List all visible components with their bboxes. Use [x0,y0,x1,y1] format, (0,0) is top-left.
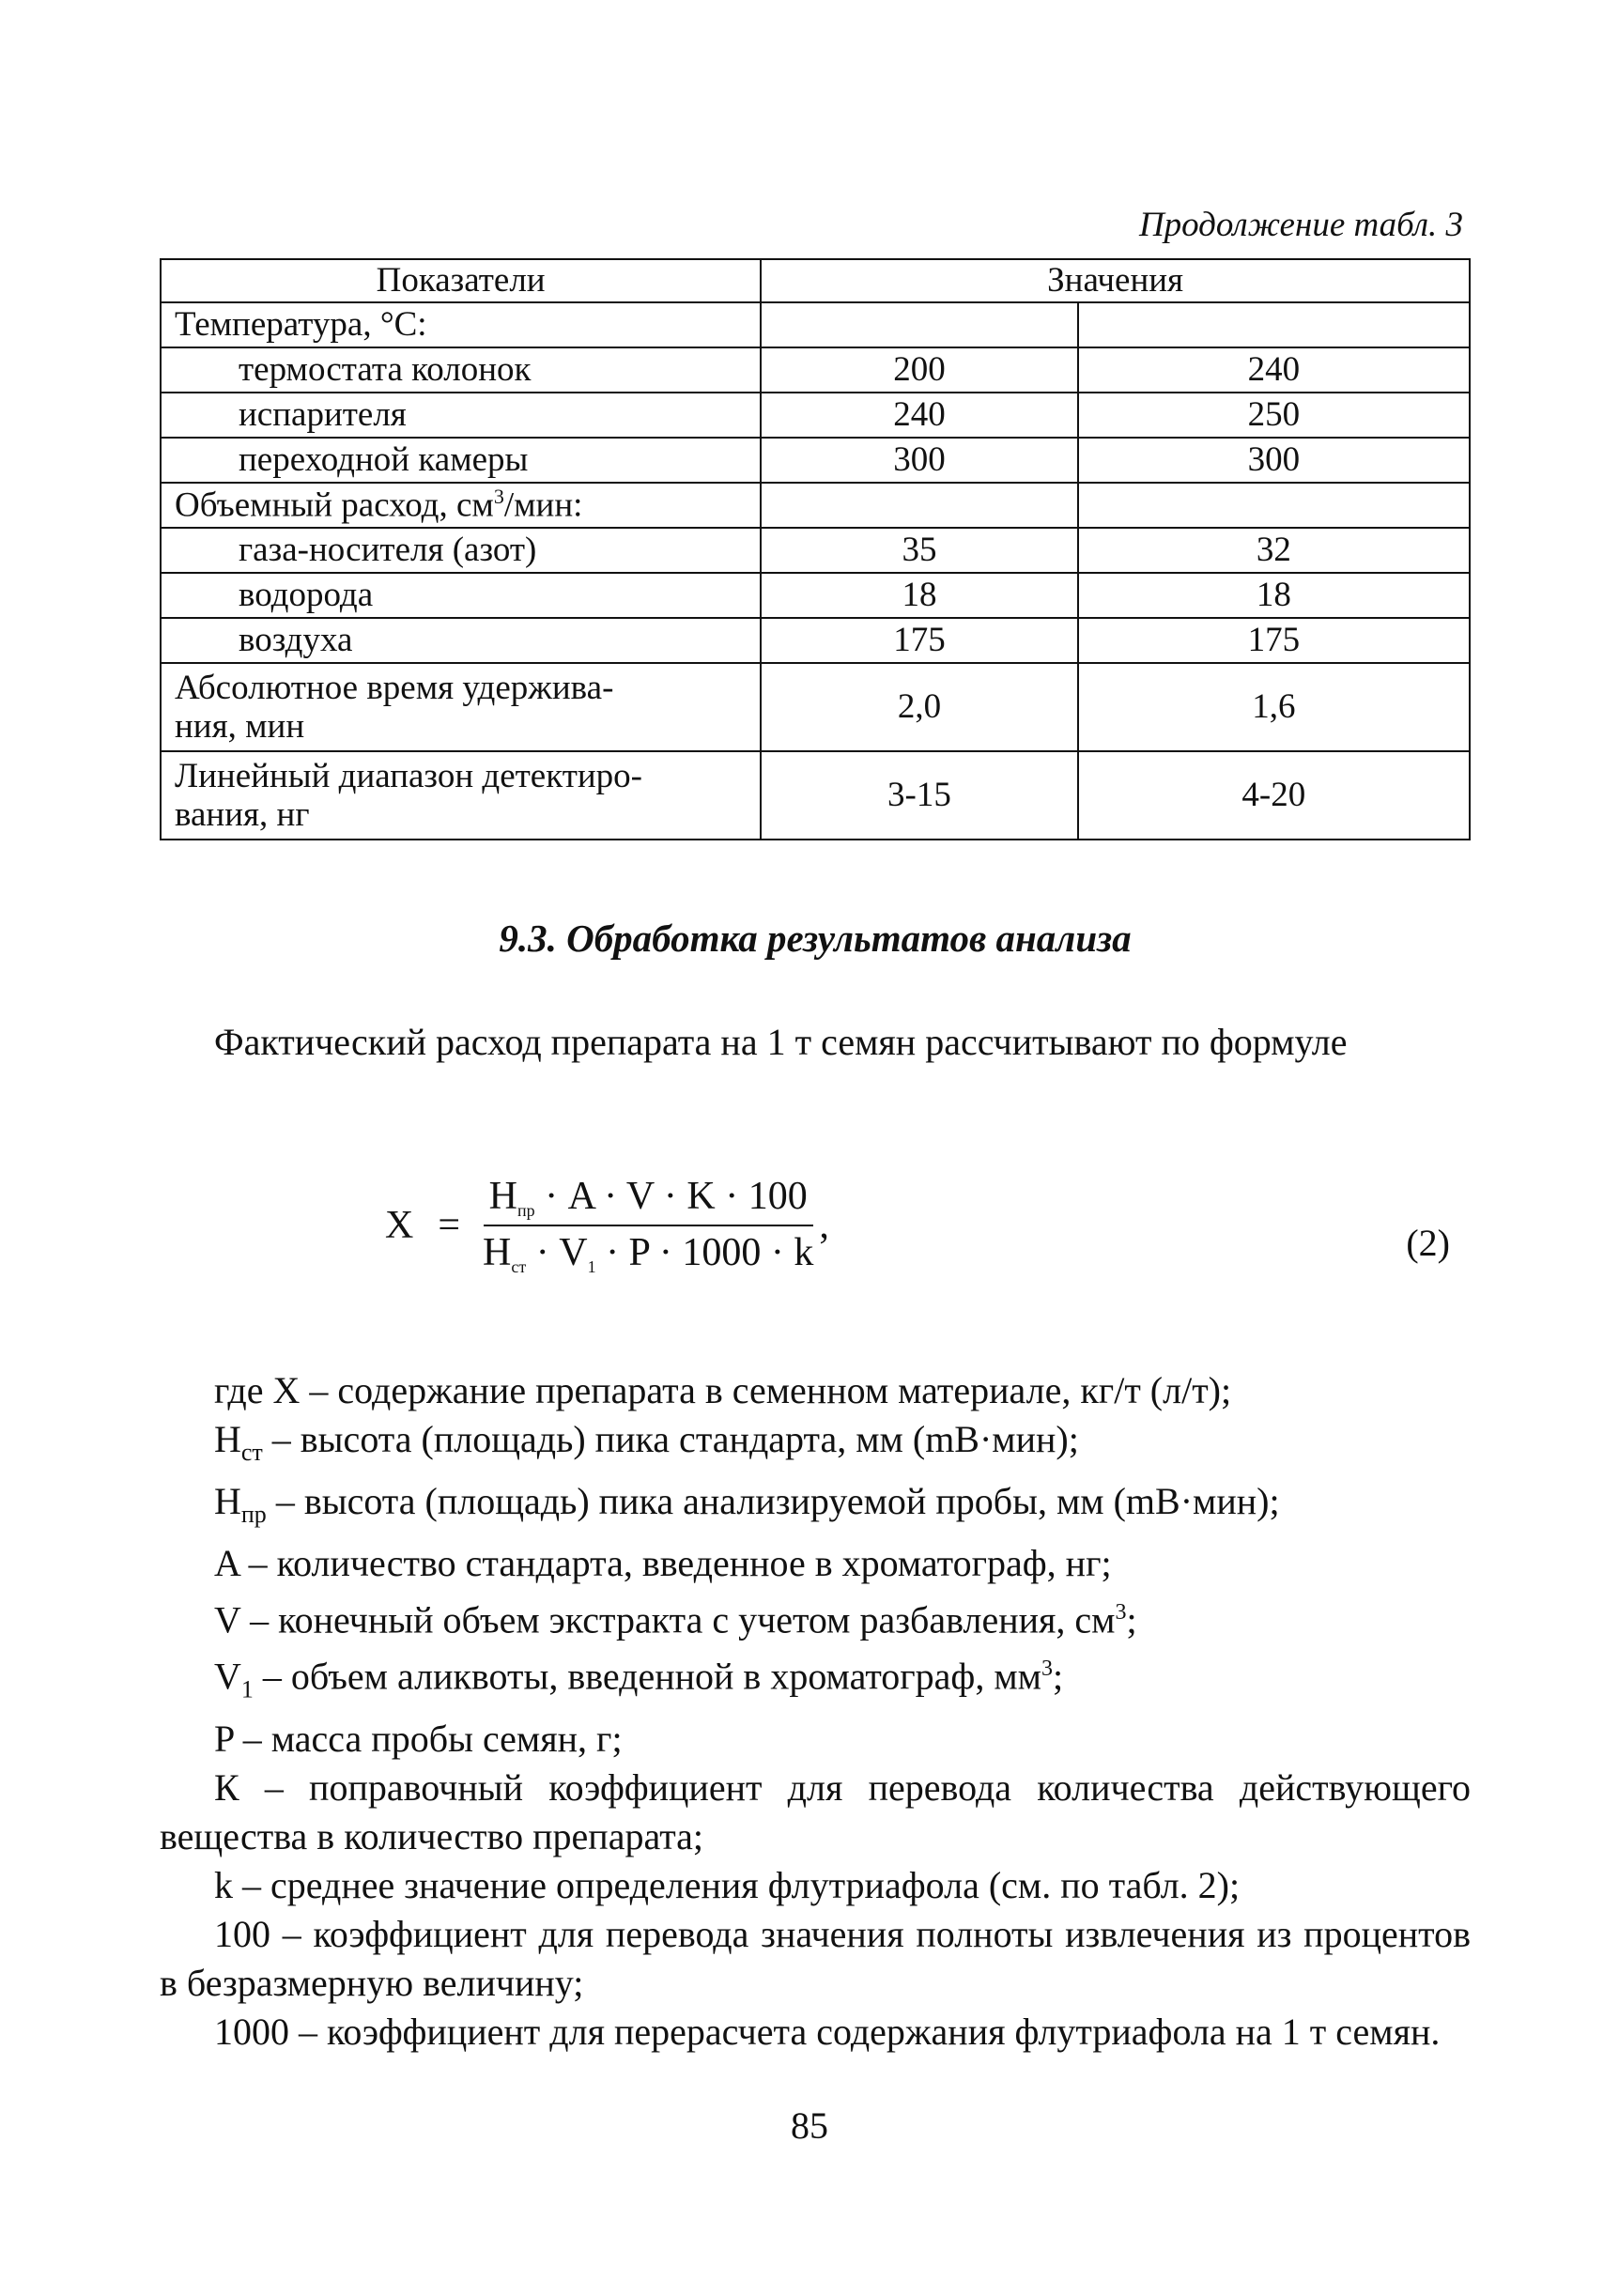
group-label-temperature: Температура, °С: [161,302,761,347]
table-row [161,618,1470,663]
parameters-table [160,258,1471,840]
legend-item: где X – содержание препарата в семенном материале, кг/т (л/т); [214,1369,1232,1411]
formula-comma: , [819,1204,829,1247]
header-values: Значения [761,259,1470,302]
row-value-1: 300 [761,438,1077,483]
row-value-1: 3-15 [761,751,1077,840]
page-number: 85 [791,2104,828,2147]
table-row [161,751,1470,840]
row-value-2: 240 [1078,347,1470,393]
row-value-1: 200 [761,347,1077,393]
row-value-2: 1,6 [1078,663,1470,751]
row-value-1: 18 [761,573,1077,618]
legend-item: P – масса пробы семян, г; [214,1717,623,1760]
formula [385,1174,829,1277]
row-value-2: 4-20 [1078,751,1470,840]
row-label-linear-range: Линейный диапазон детектиро- вания, нг [161,751,761,840]
row-value-2: 175 [1078,618,1470,663]
row-value-2: 32 [1078,528,1470,573]
row-label: газа-носителя (азот) [161,528,761,573]
row-label: воздуха [161,618,761,663]
row-label-retention: Абсолютное время удержива- ния, мин [161,663,761,751]
legend-item: 1000 – коэффициент для перерасчета содержания флутриафола на 1 т семян. [214,2010,1441,2053]
legend-item: $V_1$ – объем аликвоты, введенной в хроматограф, $мм^3$; [214,1655,1064,1703]
table-header-row [161,259,1470,302]
table-row [161,302,1470,347]
formula-numerator: $H_{пр} \cdot A \cdot V \cdot K \cdot 100$ [484,1174,813,1226]
row-label: термостата колонок [161,347,761,393]
row-label: водорода [161,573,761,618]
section-heading: 9.3. Обработка результатов анализа [499,917,1132,960]
formula-equals: = [438,1204,461,1247]
row-value-1: 175 [761,618,1077,663]
row-value-1: 240 [761,393,1077,438]
row-value-2: 18 [1078,573,1470,618]
table-continuation-label: Продолжение табл. 3 [1138,206,1463,244]
legend-item: A – количество стандарта, введенное в хроматограф, нг; [214,1542,1112,1584]
legend-item: V – конечный объем экстракта с учетом разбавления, $см^3$; [214,1598,1137,1641]
equation-number: (2) [1406,1222,1450,1264]
legend-item: К – поправочный коэффициент для перевода количества действующего вещества в количество препарата; [160,1765,1471,1857]
row-value-1: 2,0 [761,663,1077,751]
table-row [161,483,1470,528]
row-label: переходной камеры [161,438,761,483]
table-row [161,528,1470,573]
formula-fraction [477,1174,819,1277]
table-row [161,573,1470,618]
table-row [161,347,1470,393]
legend-item: $H_{ст}$ – высота (площадь) пика стандарта, мм (mB·мин); [214,1418,1079,1466]
row-value-2: 300 [1078,438,1470,483]
legend-item: k – среднее значение определения флутриафола (см. по табл. 2); [214,1863,1241,1906]
formula-denominator: $H_{ст} \cdot V_1 \cdot P \cdot 1000 \cdot k$ [483,1231,814,1276]
group-label-flow: Объемный расход, $см^3$/мин: [161,483,761,528]
intro-paragraph: Фактический расход препарата на 1 т семян рассчитывают по формуле [214,1021,1348,1063]
table-row [161,663,1470,751]
legend-item: 100 – коэффициент для перевода значения полноты извлечения из процентов в безразмерную величину; [160,1912,1471,2004]
formula-lhs: X [385,1204,414,1247]
legend-item: $H_{пр}$ – высота (площадь) пика анализируемой пробы, мм (mB·мин); [214,1480,1280,1528]
table-row [161,438,1470,483]
row-value-1: 35 [761,528,1077,573]
header-indicators: Показатели [161,259,761,302]
table-row [161,393,1470,438]
row-value-2: 250 [1078,393,1470,438]
row-label: испарителя [161,393,761,438]
formula-legend [160,1366,1471,2057]
